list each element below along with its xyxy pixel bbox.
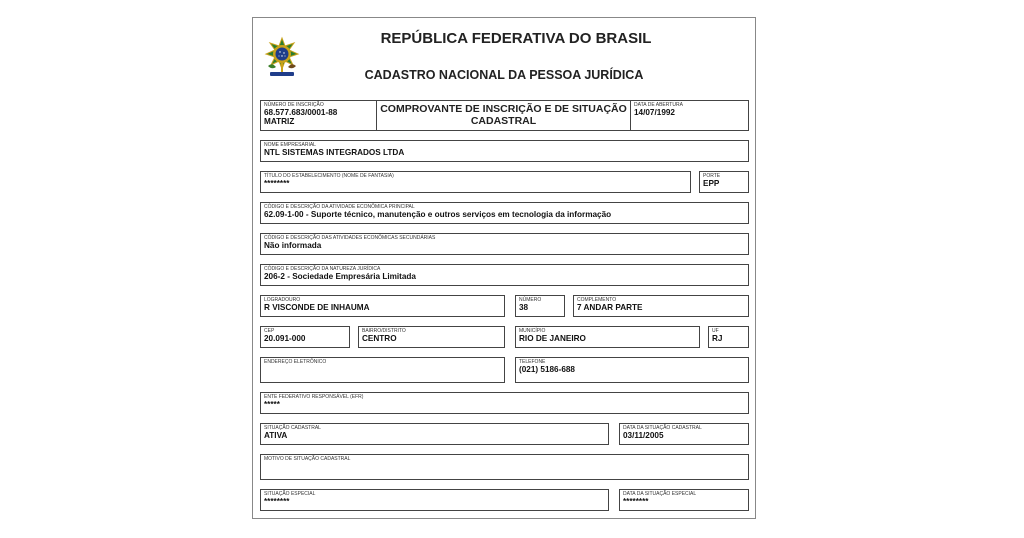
municipio-field bbox=[515, 326, 700, 348]
natureza-juridica-label: CÓDIGO E DESCRIÇÃO DA NATUREZA JURÍDICA bbox=[264, 266, 381, 272]
cep-field bbox=[260, 326, 350, 348]
abertura-value: 14/07/1992 bbox=[634, 108, 675, 117]
complemento-label: COMPLEMENTO bbox=[577, 297, 617, 303]
complemento-field bbox=[573, 295, 749, 317]
telefone-value: (021) 5186-688 bbox=[519, 365, 575, 374]
atividade-principal-value: 62.09-1-00 - Suporte técnico, manutenção e outros serviços em tecnologia da informação bbox=[264, 210, 612, 219]
atividades-secundarias-field bbox=[260, 233, 749, 255]
uf-field bbox=[708, 326, 749, 348]
telefone-field bbox=[515, 357, 749, 383]
porte-value: EPP bbox=[703, 179, 720, 188]
porte-label: PORTE bbox=[703, 173, 721, 179]
numero-label: NÚMERO bbox=[519, 297, 542, 303]
bairro-field bbox=[358, 326, 505, 348]
motivo-situacao-field bbox=[260, 454, 749, 480]
data-situacao-cadastral-label: DATA DA SITUAÇÃO CADASTRAL bbox=[623, 425, 702, 431]
nome-empresarial-label: NOME EMPRESARIAL bbox=[264, 142, 316, 148]
efr-label: ENTE FEDERATIVO RESPONSÁVEL (EFR) bbox=[264, 394, 364, 400]
bairro-label: BAIRRO/DISTRITO bbox=[362, 328, 406, 334]
data-situacao-especial-label: DATA DA SITUAÇÃO ESPECIAL bbox=[623, 491, 697, 497]
inscricao-field bbox=[260, 100, 377, 131]
inscricao-label: NÚMERO DE INSCRIÇÃO bbox=[264, 102, 324, 108]
data-situacao-especial-field bbox=[619, 489, 749, 511]
comprovante-line1: COMPROVANTE DE INSCRIÇÃO E DE SITUAÇÃO bbox=[380, 103, 627, 115]
document-subtitle: CADASTRO NACIONAL DA PESSOA JURÍDICA bbox=[364, 68, 644, 82]
data-situacao-especial-value: ******** bbox=[623, 497, 649, 506]
efr-value: ***** bbox=[264, 400, 280, 409]
atividade-principal-field bbox=[260, 202, 749, 224]
municipio-value: RIO DE JANEIRO bbox=[519, 334, 586, 343]
situacao-cadastral-value: ATIVA bbox=[264, 431, 288, 440]
titulo-estabelecimento-value: ******** bbox=[264, 179, 290, 188]
situacao-cadastral-field bbox=[260, 423, 609, 445]
porte-field bbox=[699, 171, 749, 193]
logradouro-value: R VISCONDE DE INHAUMA bbox=[264, 303, 370, 312]
email-label: ENDEREÇO ELETRÔNICO bbox=[264, 359, 327, 365]
telefone-label: TELEFONE bbox=[519, 359, 546, 365]
situacao-especial-field bbox=[260, 489, 609, 511]
titulo-estabelecimento-label: TÍTULO DO ESTABELECIMENTO (NOME DE FANTASIA) bbox=[264, 173, 394, 179]
data-situacao-cadastral-field bbox=[619, 423, 749, 445]
cep-label: CEP bbox=[264, 328, 275, 334]
comprovante-title bbox=[377, 103, 630, 127]
email-field bbox=[260, 357, 505, 383]
inscricao-type: MATRIZ bbox=[264, 117, 295, 126]
complemento-value: 7 ANDAR PARTE bbox=[577, 303, 643, 312]
cnpj-document bbox=[252, 17, 756, 519]
atividades-secundarias-label: CÓDIGO E DESCRIÇÃO DAS ATIVIDADES ECONÔMICAS SECUNDÁRIAS bbox=[264, 235, 436, 241]
uf-label: UF bbox=[712, 328, 719, 334]
numero-value: 38 bbox=[519, 303, 529, 312]
uf-value: RJ bbox=[712, 334, 723, 343]
logradouro-label: LOGRADOURO bbox=[264, 297, 301, 303]
situacao-especial-value: ******** bbox=[264, 497, 290, 506]
titulo-estabelecimento-field bbox=[260, 171, 691, 193]
nome-empresarial-field bbox=[260, 140, 749, 162]
cep-value: 20.091-000 bbox=[264, 334, 306, 343]
abertura-field bbox=[630, 100, 749, 131]
atividades-secundarias-value: Não informada bbox=[264, 241, 322, 250]
logradouro-field bbox=[260, 295, 505, 317]
numero-field bbox=[515, 295, 565, 317]
efr-field bbox=[260, 392, 749, 414]
document-title: REPÚBLICA FEDERATIVA DO BRASIL bbox=[380, 30, 652, 47]
abertura-label: DATA DE ABERTURA bbox=[634, 102, 683, 108]
natureza-juridica-value: 206-2 - Sociedade Empresária Limitada bbox=[264, 272, 416, 281]
situacao-cadastral-label: SITUAÇÃO CADASTRAL bbox=[264, 425, 321, 431]
inscricao-number: 68.577.683/0001-88 bbox=[264, 108, 338, 117]
natureza-juridica-field bbox=[260, 264, 749, 286]
atividade-principal-label: CÓDIGO E DESCRIÇÃO DA ATIVIDADE ECONÔMICA PRINCIPAL bbox=[264, 204, 415, 210]
bairro-value: CENTRO bbox=[362, 334, 397, 343]
comprovante-box bbox=[376, 100, 631, 131]
motivo-situacao-label: MOTIVO DE SITUAÇÃO CADASTRAL bbox=[264, 456, 351, 462]
nome-empresarial-value: NTL SISTEMAS INTEGRADOS LTDA bbox=[264, 148, 405, 157]
situacao-especial-label: SITUAÇÃO ESPECIAL bbox=[264, 491, 316, 497]
data-situacao-cadastral-value: 03/11/2005 bbox=[623, 431, 664, 440]
municipio-label: MUNICÍPIO bbox=[519, 328, 546, 334]
comprovante-line2: CADASTRAL bbox=[470, 115, 537, 127]
